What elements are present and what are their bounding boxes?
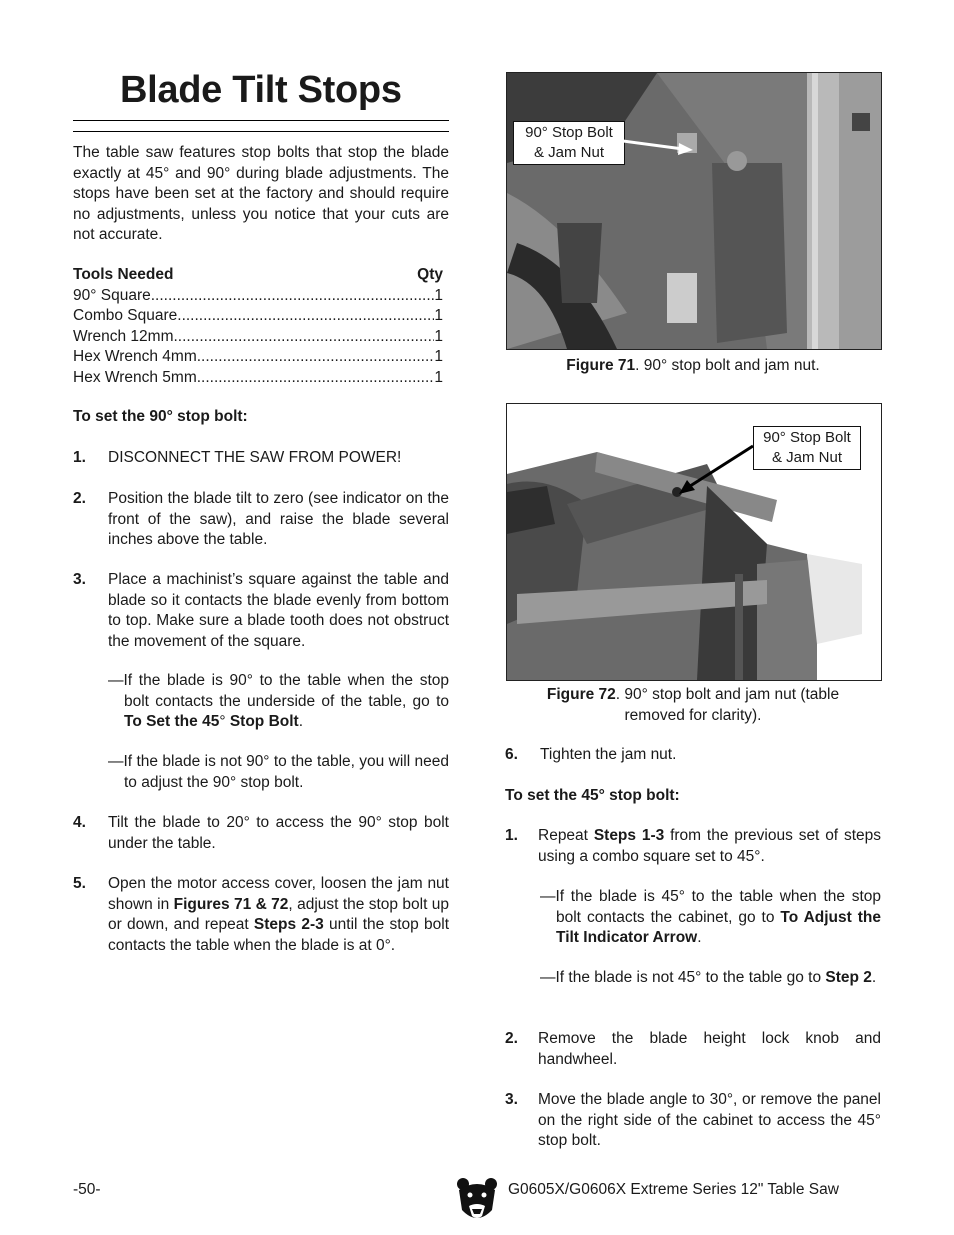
tools-header (73, 265, 443, 286)
note-bold: To Adjust the Tilt Indicator Arrow (556, 908, 881, 946)
step-text: Place a machinist’s square against the table and blade so it contacts the blade evenly from bottom to top. Make sure a blade tooth does not obstruct the movement of the square. (108, 571, 449, 650)
figure-72-callout (753, 426, 861, 470)
tool-name: Hex Wrench 4mm (73, 348, 197, 365)
tool-qty: 1 (434, 368, 443, 386)
tool-row (73, 327, 443, 348)
tool-row (73, 368, 443, 389)
intro-paragraph: The table saw features stop bolts that stop the blade exactly at 45° and 90° during blade adjustments. The stops have been set at the factory and should require no adjustments, unless you notice that your cuts are not accurate. (73, 144, 449, 243)
tool-name: Combo Square (73, 307, 178, 324)
callout-line: & Jam Nut (533, 144, 605, 161)
step-number: 3. (73, 571, 86, 588)
tool-name: Wrench 12mm (73, 327, 174, 345)
step-text-part: until the stop bolt contacts the table when the blade is at 0°. (108, 916, 450, 954)
callout-line: 90° Stop Bolt (525, 124, 613, 141)
tools-header-label: Tools Needed (73, 266, 174, 283)
step-number: 3. (505, 1091, 518, 1108)
figure-72-photo (506, 403, 882, 681)
bear-logo-icon (456, 1176, 498, 1224)
note-text: ° (219, 713, 230, 730)
tool-qty: 1 (434, 286, 443, 304)
title-rule-top (73, 120, 449, 121)
steps-ref: Steps 2-3 (253, 916, 324, 933)
note-text: —If the blade is 45° to the table when the stop bolt contacts the cabinet, go to (540, 888, 881, 926)
tool-qty: 1 (434, 348, 443, 365)
set45-sub-note-a (540, 887, 881, 949)
tools-header-qty: Qty (417, 266, 443, 283)
tool-qty: 1 (434, 327, 443, 345)
caption-label: Figure 72 (546, 686, 616, 703)
caption-line (506, 685, 880, 706)
step-number: 1. (505, 827, 518, 844)
step-text: DISCONNECT THE SAW FROM POWER! (108, 449, 402, 466)
note-bold: Stop Bolt (229, 713, 299, 730)
step-text-part: from the previous set of steps using a combo square set to 45°. (538, 827, 881, 865)
tool-row (73, 347, 443, 368)
note-bold: To Set the 45 (124, 713, 220, 730)
figure-71-callout (513, 121, 625, 165)
caption-text: . 90° stop bolt and jam nut. (635, 357, 820, 374)
step-text (108, 874, 449, 956)
footer-model-title: G0605X/G0606X Extreme Series 12" Table Saw (508, 1181, 839, 1198)
set-45-heading: To set the 45° stop bolt: (505, 787, 680, 804)
title-rule-bottom (73, 131, 449, 132)
figure-71-caption (506, 356, 880, 377)
step-text-part: , adjust the stop bolt up or down, and repeat (108, 895, 450, 933)
step-text: Move the blade angle to 30°, or remove the panel on the right side of the cabinet to access the 45° stop bolt. (538, 1091, 881, 1149)
step-text: Tighten the jam nut. (540, 746, 677, 763)
note-text: —If the blade is not 45° to the table go to (540, 969, 826, 986)
step-text: Tilt the blade to 20° to access the 90° stop bolt under the table. (108, 814, 449, 852)
set90-sub-note-a (108, 671, 449, 733)
set90-sub-note-b: —If the blade is not 90° to the table, you will need to adjust the 90° stop bolt. (108, 753, 449, 791)
step-text-part: Open the motor access cover, loosen the jam nut shown in (108, 875, 449, 913)
note-text: . (871, 969, 877, 986)
tool-qty: 1 (434, 307, 443, 324)
note-text: —If the blade is 90° to the table when the stop bolt contacts the underside of the table, go to (108, 672, 449, 710)
callout-line: & Jam Nut (771, 449, 843, 466)
step-text: Position the blade tilt to zero (see indicator on the front of the saw), and raise the blade several inches above the table. (108, 490, 449, 548)
step-number: 2. (505, 1030, 518, 1047)
caption-label: Figure 71 (566, 357, 636, 374)
step-text (538, 826, 881, 867)
tool-row (73, 286, 443, 307)
step-number: 2. (73, 490, 86, 507)
note-text: . (697, 929, 702, 946)
tool-row (73, 306, 443, 327)
tool-name: Hex Wrench 5mm (73, 368, 197, 386)
figure-71-photo (506, 72, 882, 350)
step-number: 6. (505, 746, 518, 763)
step-number: 1. (73, 449, 86, 466)
arrow-icon (623, 135, 695, 155)
note-text: . (298, 713, 304, 730)
step-text: Remove the blade height lock knob and handwheel. (538, 1030, 881, 1068)
caption-text: . 90° stop bolt and jam nut (table (615, 686, 840, 703)
tool-name: 90° Square (73, 286, 151, 304)
page-title: Blade Tilt Stops (120, 69, 402, 111)
note-bold: Step 2 (825, 969, 872, 986)
page-number: -50- (73, 1181, 101, 1198)
step-text-part: Repeat (538, 827, 594, 844)
stop-bolt-photo-illustration (507, 73, 881, 349)
step-number: 4. (73, 814, 86, 831)
figure-72-caption (506, 685, 880, 726)
callout-line: 90° Stop Bolt (763, 429, 851, 446)
set45-sub-note-b (540, 968, 881, 989)
caption-line: removed for clarity). (624, 706, 762, 724)
step-number: 5. (73, 875, 86, 892)
arrow-icon (673, 444, 755, 496)
steps-ref: Steps 1-3 (593, 827, 665, 844)
set-90-heading: To set the 90° stop bolt: (73, 408, 248, 425)
figure-ref: Figures 71 & 72 (173, 895, 289, 913)
tools-needed-table (73, 265, 443, 388)
